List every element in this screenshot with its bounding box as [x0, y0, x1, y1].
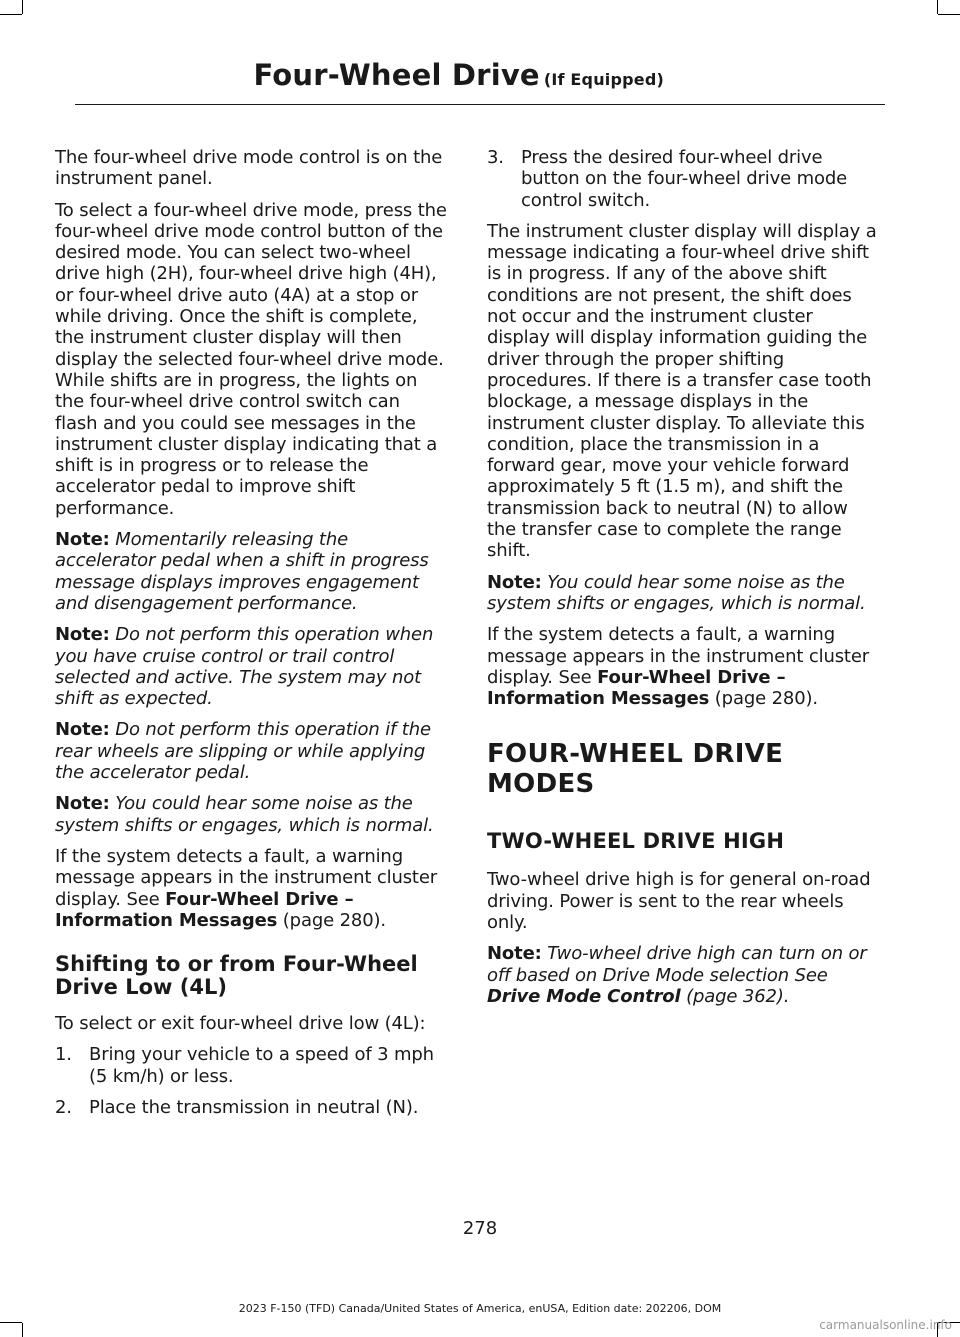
note-text: Do not perform this operation if the rear wheels are slipping or while applying the accelerator pedal. [55, 719, 431, 784]
paragraph: To select or exit four-wheel drive low (4L): [55, 1013, 426, 1035]
paragraph: To select a four-wheel drive mode, press the four-wheel drive mode control button of the desired mode. You can select two-wheel drive high (2H), four-wheel drive high (4H), or four-wheel drive auto (4A) at a stop or while driving. Once the shift is complete, the instrument cluster display will then display the selected four-wheel drive mode. While shifts are in progress, the lights on the four-wheel drive control switch can flash and you could see messages in the instrument cluster display indicating that a shift is in progress or to release the accelerator pedal to improve shift performance. [55, 199, 447, 519]
paragraph [55, 846, 447, 931]
note [55, 624, 447, 709]
note-text: You could hear some noise as the system shifts or engages, which is normal. [487, 571, 866, 614]
cross-reference-link[interactable]: Drive Mode Control [487, 985, 681, 1007]
note-text: Do not perform this operation when you have cruise control or trail control selected and active. The system may not shift as expected. [55, 624, 434, 710]
cross-reference-link[interactable]: Four-Wheel Drive – Information Messages [487, 666, 786, 710]
right-column [487, 147, 881, 1017]
list-text: Bring your vehicle to a speed of 3 mph (5 km/h) or less. [89, 1044, 434, 1087]
watermark: carmanualsonline.info [819, 1318, 952, 1332]
cross-reference-link[interactable]: Four-Wheel Drive – Information Messages [55, 888, 354, 931]
section-subheading: TWO-WHEEL DRIVE HIGH [487, 829, 785, 854]
section-heading: FOUR-WHEEL DRIVE MODES [487, 739, 784, 800]
list-item [55, 1044, 447, 1087]
note-label: Note: [55, 793, 110, 815]
note [55, 719, 447, 783]
header-divider [75, 104, 885, 105]
crop-mark [938, 14, 960, 15]
note-text: Two-wheel drive high can turn on or off based on Drive Mode selection See [487, 943, 867, 986]
page-reference: (page 362). [680, 985, 790, 1007]
title-subtitle: (If Equipped) [543, 70, 664, 89]
footer-text: 2023 F-150 (TFD) Canada/United States of America, enUSA, Edition date: 202206, DOM [238, 1302, 722, 1315]
left-column [55, 147, 447, 1128]
note [487, 572, 881, 615]
page-number: 278 [462, 1218, 498, 1239]
paragraph: Two-wheel drive high is for general on-road driving. Power is sent to the rear wheels only. [487, 869, 871, 934]
crop-mark [937, 0, 938, 14]
note-label: Note: [487, 943, 542, 965]
crop-mark [0, 1322, 22, 1323]
crop-mark [22, 1323, 23, 1337]
list-number: 2. [55, 1096, 72, 1118]
list-text: Press the desired four-wheel drive button on the four-wheel drive mode control switch. [521, 147, 848, 211]
list-item [487, 147, 881, 211]
title-text: Four-Wheel Drive [253, 58, 540, 92]
note-text: You could hear some noise as the system shifts or engages, which is normal. [55, 793, 434, 836]
paragraph: The instrument cluster display will display a message indicating a four-wheel drive shift is in progress. If any of the above shift conditions are not present, the shift does not occur and the instrument cluster display will display information guiding the driver through the proper shifting procedures. If there is a transfer case tooth blockage, a message displays in the instrument cluster display. To alleviate this condition, place the transmission in a forward gear, move your vehicle forward approximately 5 ft (1.5 m), and shift the transmission back to neutral (N) to allow the transfer case to complete the range shift. [487, 220, 877, 562]
list-number: 3. [487, 147, 504, 168]
note [55, 529, 447, 614]
note-label: Note: [55, 529, 110, 551]
note-text: Momentarily releasing the accelerator pedal when a shift in progress message displays improves engagement and disengagement performance. [55, 529, 429, 614]
crop-mark [22, 0, 23, 14]
note [55, 793, 447, 836]
page-reference: (page 280). [277, 909, 386, 931]
paragraph [487, 624, 881, 709]
paragraph-text: If the system detects a fault, a warning message appears in the instrument cluster display. See [487, 624, 870, 688]
section-subheading: Shifting to or from Four-Wheel Drive Low (4L) [55, 952, 418, 1000]
note [487, 943, 881, 1007]
page-title [253, 58, 664, 92]
note-label: Note: [487, 571, 542, 593]
list-number: 1. [55, 1044, 72, 1066]
note-label: Note: [55, 624, 110, 646]
paragraph-text: If the system detects a fault, a warning message appears in the instrument cluster display. See [55, 845, 438, 910]
crop-mark [0, 14, 22, 15]
paragraph: The four-wheel drive mode control is on the instrument panel. [55, 147, 443, 190]
list-item [55, 1097, 447, 1118]
note-label: Note: [55, 719, 110, 741]
list-text: Place the transmission in neutral (N). [89, 1096, 419, 1118]
page-reference: (page 280). [709, 688, 818, 710]
